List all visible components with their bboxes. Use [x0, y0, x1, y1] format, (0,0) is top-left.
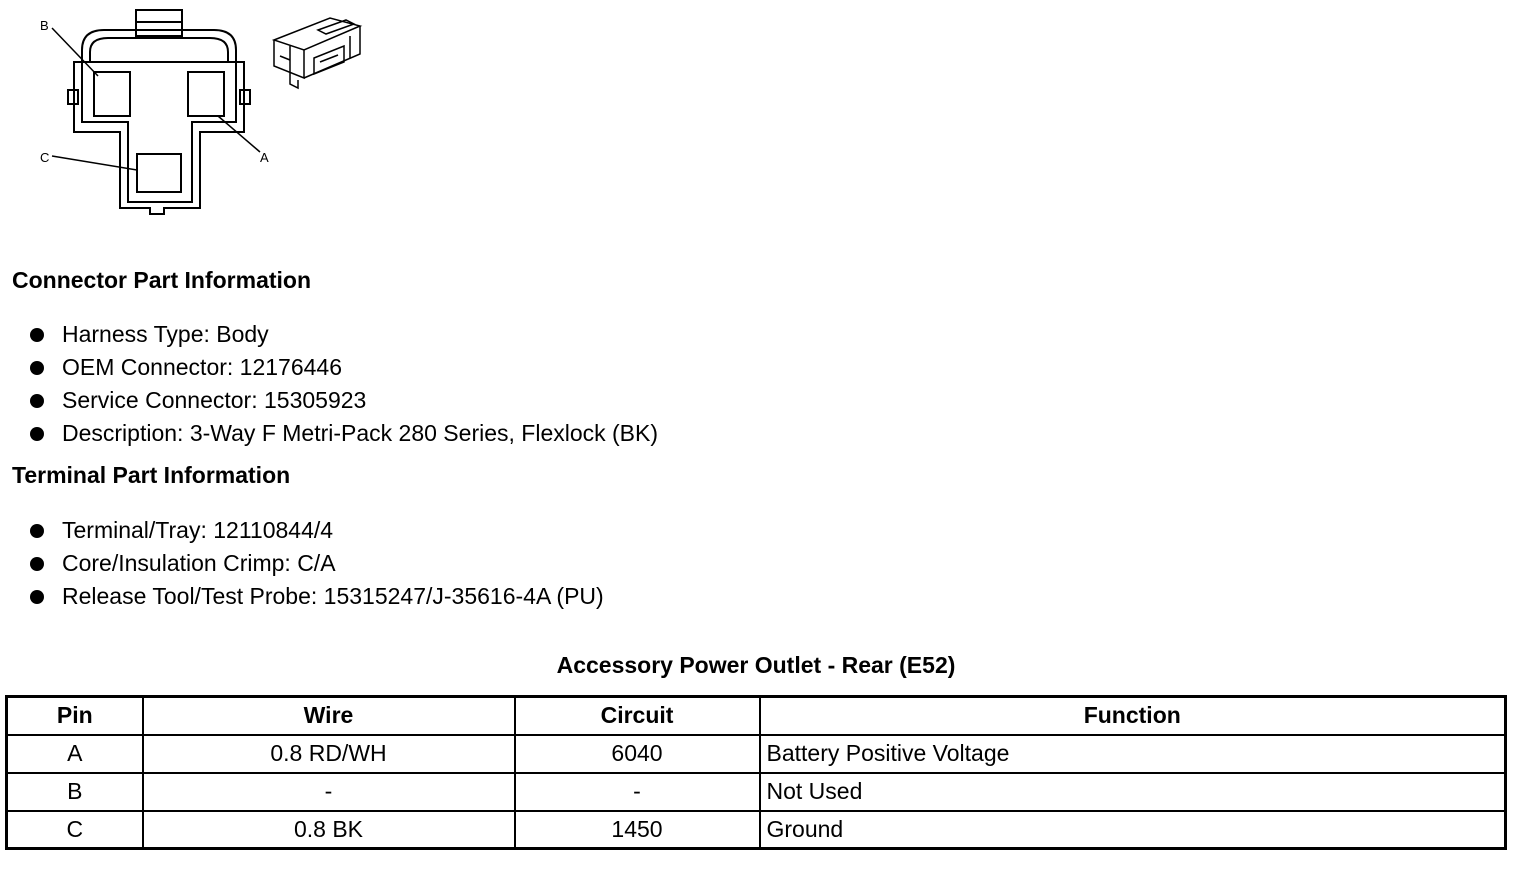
column-header-circuit: Circuit	[515, 697, 760, 735]
pin-label-a: A	[260, 150, 269, 165]
cell-function: Not Used	[760, 773, 1506, 811]
cell-pin: B	[7, 773, 143, 811]
bullet-icon	[30, 524, 44, 538]
pin-table	[5, 695, 1507, 850]
bullet-icon	[30, 328, 44, 342]
cavity-a	[188, 72, 224, 116]
table-row	[7, 735, 1506, 773]
cell-function: Battery Positive Voltage	[760, 735, 1506, 773]
bullet-icon	[30, 427, 44, 441]
pin-label-b: B	[40, 18, 49, 33]
cell-circuit: -	[515, 773, 760, 811]
list-item: Harness Type: Body	[30, 318, 658, 351]
connector-diagram	[0, 0, 400, 225]
bullet-icon	[30, 361, 44, 375]
column-header-function: Function	[760, 697, 1506, 735]
list-item: Release Tool/Test Probe: 15315247/J-35616-4A (PU)	[30, 580, 604, 613]
list-item: Description: 3-Way F Metri-Pack 280 Series, Flexlock (BK)	[30, 417, 658, 450]
table-row	[7, 773, 1506, 811]
column-header-pin: Pin	[7, 697, 143, 735]
connector-face-outline	[68, 10, 250, 214]
cell-circuit: 6040	[515, 735, 760, 773]
bullet-icon	[30, 590, 44, 604]
cell-wire: 0.8 BK	[143, 811, 515, 849]
cell-circuit: 1450	[515, 811, 760, 849]
list-item: Core/Insulation Crimp: C/A	[30, 547, 604, 580]
list-item: OEM Connector: 12176446	[30, 351, 658, 384]
table-title: Accessory Power Outlet - Rear (E52)	[556, 652, 956, 678]
terminal-info-list	[30, 514, 604, 613]
pin-label-c: C	[40, 150, 50, 165]
cell-pin: A	[7, 735, 143, 773]
connector-info-heading: Connector Part Information	[12, 267, 312, 293]
cell-wire: -	[143, 773, 515, 811]
cavity-b	[94, 72, 130, 116]
connector-info-list	[30, 318, 658, 450]
terminal-info-heading: Terminal Part Information	[12, 462, 291, 488]
column-header-wire: Wire	[143, 697, 515, 735]
connector-isometric-view	[274, 18, 360, 88]
cell-pin: C	[7, 811, 143, 849]
bullet-icon	[30, 557, 44, 571]
cell-function: Ground	[760, 811, 1506, 849]
table-header-row	[7, 697, 1506, 735]
bullet-icon	[30, 394, 44, 408]
list-item: Terminal/Tray: 12110844/4	[30, 514, 604, 547]
cell-wire: 0.8 RD/WH	[143, 735, 515, 773]
list-item: Service Connector: 15305923	[30, 384, 658, 417]
cavity-c	[137, 154, 181, 192]
table-row	[7, 811, 1506, 849]
